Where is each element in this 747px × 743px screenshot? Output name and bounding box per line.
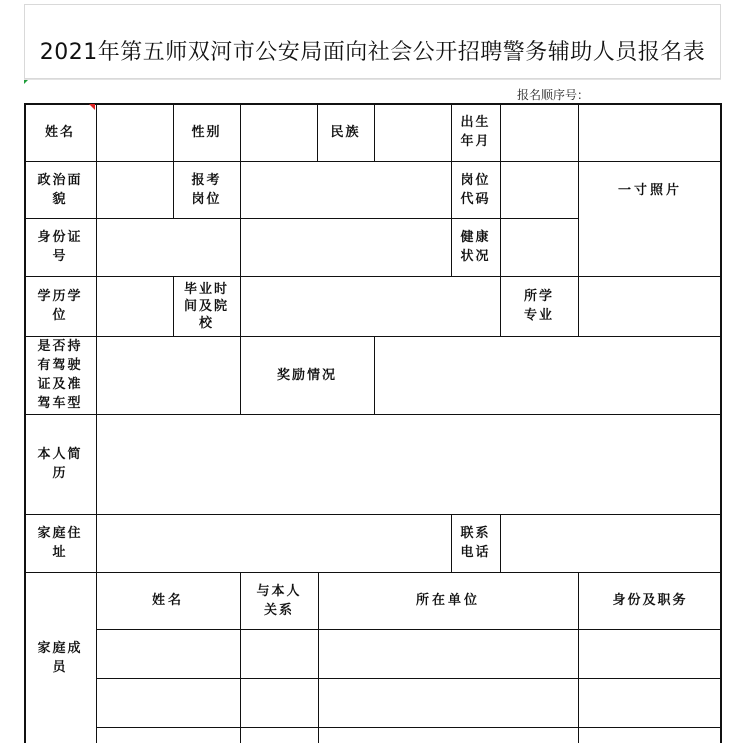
contact-phone-input-cell[interactable]	[501, 515, 721, 572]
id-number-input-cell[interactable]	[97, 219, 451, 276]
label-name: 姓名	[44, 124, 75, 140]
label-family-members: 家庭成 员	[37, 641, 83, 675]
sheet-gridline	[24, 79, 721, 80]
title-box	[24, 4, 721, 79]
ethnicity-input-cell[interactable]	[375, 104, 451, 161]
label-education-degree: 学历学 位	[37, 289, 83, 323]
graduation-school-input-cell[interactable]	[241, 277, 500, 336]
order-number-label: 报名顺序号：	[517, 88, 590, 102]
label-gender: 性别	[191, 124, 222, 140]
label-health-status: 健康 状况	[460, 230, 491, 264]
awards-input-cell[interactable]	[375, 337, 721, 414]
health-status-input-cell[interactable]	[501, 219, 578, 276]
family-row-2[interactable]	[97, 679, 721, 727]
family-header-workplace: 所在单位	[415, 593, 480, 608]
label-major: 所学 专业	[523, 289, 554, 323]
label-political-status: 政治面 貌	[37, 172, 83, 207]
birth-date-input-cell[interactable]	[501, 104, 578, 161]
family-header-identity-position: 身份及职务	[612, 593, 688, 608]
label-contact-phone: 联系 电话	[460, 526, 491, 560]
family-row-1[interactable]	[97, 630, 721, 678]
name-input-cell[interactable]	[97, 104, 173, 161]
gender-input-cell[interactable]	[241, 104, 317, 161]
label-position-code: 岗位 代码	[460, 172, 491, 207]
label-applied-position: 报考 岗位	[191, 172, 222, 207]
label-home-address: 家庭住 址	[37, 526, 83, 560]
applied-position-input-cell[interactable]	[241, 162, 451, 218]
label-graduation-time-school: 毕业时 间及院 校	[183, 281, 229, 331]
label-resume: 本人简 历	[37, 447, 83, 481]
family-header-relation: 与本人 关系	[256, 583, 302, 618]
position-code-input-cell[interactable]	[501, 162, 578, 218]
label-birth-date: 出生 年月	[460, 115, 491, 149]
resume-input-cell[interactable]	[97, 415, 721, 514]
label-awards: 奖励情况	[276, 367, 337, 383]
label-driving-license: 是否持 有驾驶 证及准 驾车型	[37, 339, 83, 411]
form-title: 2021年第五师双河市公安局面向社会公开招聘警务辅助人员报名表	[39, 40, 706, 65]
family-header-name: 姓名	[151, 593, 184, 608]
major-input-cell[interactable]	[579, 277, 721, 336]
label-ethnicity: 民族	[330, 124, 361, 140]
home-address-input-cell[interactable]	[97, 515, 451, 572]
driving-license-input-cell[interactable]	[97, 337, 240, 414]
education-degree-input-cell[interactable]	[97, 277, 173, 336]
row-line	[96, 727, 722, 728]
label-photo: 一寸照片	[617, 182, 682, 198]
label-id-number: 身份证 号	[37, 230, 83, 264]
political-status-input-cell[interactable]	[97, 162, 173, 218]
